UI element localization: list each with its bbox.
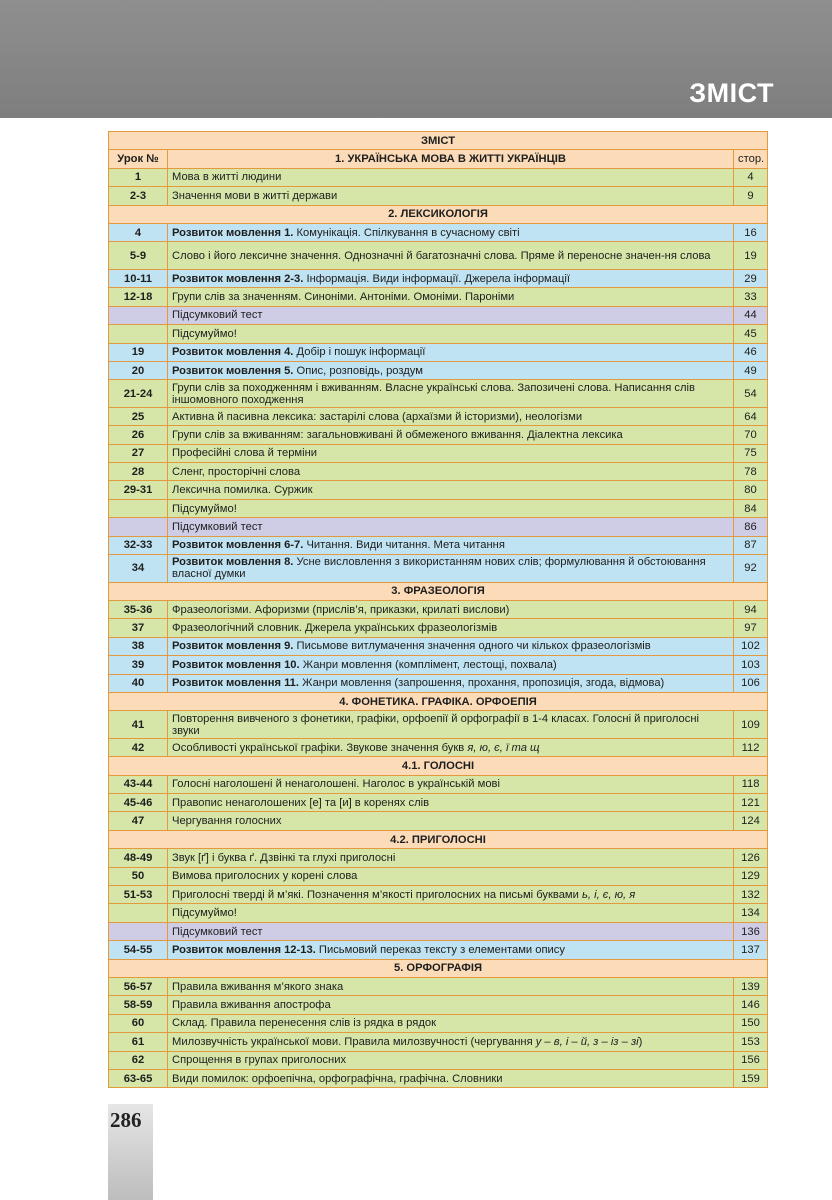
table-row xyxy=(109,637,768,655)
section-row xyxy=(109,692,768,710)
topic-title xyxy=(168,361,734,379)
topic-text: Жанри мовлення (запрошення, прохання, пропозиція, згода, відмова) xyxy=(299,677,665,690)
page-ref: 64 xyxy=(734,407,768,425)
table-row xyxy=(109,499,768,517)
table-row xyxy=(109,407,768,425)
lesson-number: 39 xyxy=(109,656,168,674)
table-row xyxy=(109,187,768,205)
lesson-number: 58-59 xyxy=(109,996,168,1014)
page-ref: 49 xyxy=(734,361,768,379)
lesson-number: 20 xyxy=(109,361,168,379)
lesson-number: 10-11 xyxy=(109,269,168,287)
lesson-number: 21-24 xyxy=(109,380,168,408)
topic-text: Повторення вивченого з фонетики, графіки, орфоепії й орфографії в 1-4 класах. Голосні й приголосні звуки xyxy=(172,712,699,737)
lesson-number: 43-44 xyxy=(109,775,168,793)
table-row xyxy=(109,306,768,324)
topic-title xyxy=(168,637,734,655)
topic-text: Милозвучність української мови. Правила милозвучності (чергування xyxy=(172,1035,536,1048)
lesson-number: 47 xyxy=(109,812,168,830)
table-row xyxy=(109,242,768,270)
topic-text: Приголосні тверді й м’які. Позначення м’якості приголосних на письмі буквами xyxy=(172,888,582,901)
page-ref: 84 xyxy=(734,499,768,517)
topic-text: Правила вживання апострофа xyxy=(172,999,331,1012)
topic-title xyxy=(168,168,734,186)
table-row xyxy=(109,619,768,637)
lesson-number: 29-31 xyxy=(109,481,168,499)
topic-title xyxy=(168,849,734,867)
section-row xyxy=(109,757,768,775)
lesson-number: 45-46 xyxy=(109,794,168,812)
topic-title xyxy=(168,978,734,996)
table-caption-row xyxy=(109,132,768,150)
speech-development-label: Розвиток мовлення 2-3. xyxy=(172,272,304,285)
topic-text: Правила вживання м’якого знака xyxy=(172,980,344,993)
topic-text: Види помилок: орфоепічна, орфографічна, графічна. Словники xyxy=(172,1072,503,1085)
topic-title xyxy=(168,518,734,536)
table-row xyxy=(109,711,768,739)
topic-title xyxy=(168,426,734,444)
table-row xyxy=(109,168,768,186)
lesson-number: 41 xyxy=(109,711,168,739)
topic-title xyxy=(168,794,734,812)
lesson-number xyxy=(109,518,168,536)
lesson-number: 60 xyxy=(109,1014,168,1032)
topic-text: Голосні наголошені й ненаголошені. Наголос в українській мові xyxy=(172,778,500,791)
page-ref: 33 xyxy=(734,288,768,306)
page-number: 286 xyxy=(110,1108,142,1132)
page-heading: ЗМІСТ xyxy=(689,78,774,108)
topic-text: Жанри мовлення (комплімент, лестощі, похвала) xyxy=(299,658,557,671)
topic-title xyxy=(168,738,734,756)
table-row xyxy=(109,361,768,379)
topic-text: Групи слів за значенням. Синоніми. Антоніми. Омоніми. Пароніми xyxy=(172,291,515,304)
lesson-number: 38 xyxy=(109,637,168,655)
table-row xyxy=(109,941,768,959)
topic-title xyxy=(168,555,734,583)
lesson-number xyxy=(109,306,168,324)
lesson-number: 34 xyxy=(109,555,168,583)
topic-text: Склад. Правила перенесення слів із рядка в рядок xyxy=(172,1017,436,1030)
table-row xyxy=(109,223,768,241)
section-title: 1. УКРАЇНСЬКА МОВА В ЖИТТІ УКРАЇНЦІВ xyxy=(168,150,734,168)
page-ref: 150 xyxy=(734,1014,768,1032)
topic-text: Значення мови в житті держави xyxy=(172,189,338,202)
table-row xyxy=(109,536,768,554)
contents-table xyxy=(108,131,768,1088)
lesson-number: 32-33 xyxy=(109,536,168,554)
lesson-number: 28 xyxy=(109,463,168,481)
column-header-page: стор. xyxy=(734,150,768,168)
topic-title xyxy=(168,444,734,462)
topic-text: Правопис ненаголошених [е] та [и] в коренях слів xyxy=(172,796,430,809)
section-title: 4.1. ГОЛОСНІ xyxy=(109,757,768,775)
section-row xyxy=(109,830,768,848)
topic-title xyxy=(168,941,734,959)
topic-italic-letters: у – в, і – й, з – із – зі xyxy=(535,1035,639,1048)
topic-text: Звук [ґ] і буква ґ. Дзвінкі та глухі приголосні xyxy=(172,851,396,864)
topic-text: Сленг, просторічні слова xyxy=(172,465,301,478)
section-title: 4.2. ПРИГОЛОСНІ xyxy=(109,830,768,848)
topic-text: Комунікація. Спілкування в сучасному світі xyxy=(293,226,520,239)
lesson-number: 35-36 xyxy=(109,600,168,618)
topic-text: Усне висловлення з використанням нових слів; формулювання й обстоювання власної думки xyxy=(172,556,706,581)
lesson-number: 63-65 xyxy=(109,1069,168,1087)
table-row xyxy=(109,518,768,536)
page-ref: 137 xyxy=(734,941,768,959)
page-ref: 118 xyxy=(734,775,768,793)
page-ref: 124 xyxy=(734,812,768,830)
page-ref: 86 xyxy=(734,518,768,536)
table-row xyxy=(109,444,768,462)
page-ref: 129 xyxy=(734,867,768,885)
page-ref: 156 xyxy=(734,1051,768,1069)
topic-title xyxy=(168,656,734,674)
topic-title xyxy=(168,996,734,1014)
speech-development-label: Розвиток мовлення 12-13. xyxy=(172,943,316,956)
topic-title xyxy=(168,242,734,270)
lesson-number: 4 xyxy=(109,223,168,241)
topic-title xyxy=(168,1014,734,1032)
lesson-number xyxy=(109,499,168,517)
topic-text: Підсумковий тест xyxy=(172,925,263,938)
topic-title xyxy=(168,536,734,554)
topic-title xyxy=(168,1051,734,1069)
topic-title xyxy=(168,481,734,499)
topic-text: Письмовий переказ тексту з елементами опису xyxy=(315,943,565,956)
page-ref: 146 xyxy=(734,996,768,1014)
table-row xyxy=(109,656,768,674)
table-row xyxy=(109,996,768,1014)
page-ref: 112 xyxy=(734,738,768,756)
topic-title xyxy=(168,904,734,922)
lesson-number: 48-49 xyxy=(109,849,168,867)
page-ref: 54 xyxy=(734,380,768,408)
lesson-number xyxy=(109,904,168,922)
lesson-number xyxy=(109,922,168,940)
table-row xyxy=(109,325,768,343)
table-row xyxy=(109,904,768,922)
page-ref: 80 xyxy=(734,481,768,499)
topic-text: Професійні слова й терміни xyxy=(172,447,318,460)
lesson-number: 54-55 xyxy=(109,941,168,959)
table-row xyxy=(109,463,768,481)
topic-text: Опис, розповідь, роздум xyxy=(293,364,423,377)
topic-title xyxy=(168,187,734,205)
page-ref: 126 xyxy=(734,849,768,867)
page-ref: 139 xyxy=(734,978,768,996)
topic-text: Мова в житті людини xyxy=(172,171,282,184)
table-row xyxy=(109,978,768,996)
table-row xyxy=(109,775,768,793)
topic-title xyxy=(168,886,734,904)
lesson-number: 50 xyxy=(109,867,168,885)
page-ref: 44 xyxy=(734,306,768,324)
lesson-number: 2-3 xyxy=(109,187,168,205)
topic-text: Слово і його лексичне значення. Однозначні й багатозначні слова. Пряме й переносне значен-ня слова xyxy=(172,249,711,262)
lesson-number: 42 xyxy=(109,738,168,756)
table-caption: ЗМІСТ xyxy=(109,132,768,150)
topic-title xyxy=(168,775,734,793)
table-row xyxy=(109,288,768,306)
topic-title xyxy=(168,922,734,940)
table-row xyxy=(109,269,768,287)
speech-development-label: Розвиток мовлення 10. xyxy=(172,658,300,671)
table-header-row xyxy=(109,150,768,168)
topic-title xyxy=(168,325,734,343)
speech-development-label: Розвиток мовлення 5. xyxy=(172,364,294,377)
topic-text: Читання. Види читання. Мета читання xyxy=(303,539,505,552)
table-row xyxy=(109,886,768,904)
table-row xyxy=(109,1014,768,1032)
topic-text: Групи слів за вживанням: загальновживані й обмеженого вживання. Діалектна лексика xyxy=(172,428,623,441)
speech-development-label: Розвиток мовлення 9. xyxy=(172,640,294,653)
topic-title xyxy=(168,812,734,830)
page-ref: 19 xyxy=(734,242,768,270)
topic-text: Добір і пошук інформації xyxy=(293,346,426,359)
topic-title xyxy=(168,288,734,306)
speech-development-label: Розвиток мовлення 1. xyxy=(172,226,294,239)
lesson-number: 62 xyxy=(109,1051,168,1069)
table-row xyxy=(109,380,768,408)
topic-text: Спрощення в групах приголосних xyxy=(172,1054,347,1067)
topic-italic-letters: ь, і, є, ю, я xyxy=(582,888,636,901)
topic-title xyxy=(168,1033,734,1051)
page-ref: 134 xyxy=(734,904,768,922)
topic-title xyxy=(168,711,734,739)
table-row xyxy=(109,812,768,830)
lesson-number: 40 xyxy=(109,674,168,692)
table-row xyxy=(109,481,768,499)
topic-italic-letters: я, ю, є, ї та щ xyxy=(467,741,540,754)
page-ref: 92 xyxy=(734,555,768,583)
topic-text: Фразеологізми. Афоризми (прислів’я, приказки, крилаті вислови) xyxy=(172,603,510,616)
topic-title xyxy=(168,463,734,481)
topic-text: Письмове витлумачення значення одного чи кількох фразеологізмів xyxy=(293,640,651,653)
topic-title xyxy=(168,1069,734,1087)
topic-text: Підсумуймо! xyxy=(172,502,237,515)
page-ref: 97 xyxy=(734,619,768,637)
lesson-number: 61 xyxy=(109,1033,168,1051)
speech-development-label: Розвиток мовлення 6-7. xyxy=(172,539,304,552)
speech-development-label: Розвиток мовлення 4. xyxy=(172,346,294,359)
page-ref: 16 xyxy=(734,223,768,241)
topic-text: Підсумуймо! xyxy=(172,327,237,340)
section-row xyxy=(109,582,768,600)
page-ref: 70 xyxy=(734,426,768,444)
page-ref: 106 xyxy=(734,674,768,692)
topic-text-end: ) xyxy=(638,1035,643,1048)
page-ref: 132 xyxy=(734,886,768,904)
topic-text: Інформація. Види інформації. Джерела інформації xyxy=(303,272,570,285)
page-ref: 103 xyxy=(734,656,768,674)
table-row xyxy=(109,674,768,692)
topic-text: Лексична помилка. Суржик xyxy=(172,484,313,497)
topic-text: Вимова приголосних у корені слова xyxy=(172,870,358,883)
page-ref: 78 xyxy=(734,463,768,481)
table-row xyxy=(109,600,768,618)
page-ref: 45 xyxy=(734,325,768,343)
lesson-number: 51-53 xyxy=(109,886,168,904)
table-row xyxy=(109,922,768,940)
page-ref: 159 xyxy=(734,1069,768,1087)
lesson-number: 27 xyxy=(109,444,168,462)
section-title: 3. ФРАЗЕОЛОГІЯ xyxy=(109,582,768,600)
lesson-number: 37 xyxy=(109,619,168,637)
page-ref: 94 xyxy=(734,600,768,618)
page-ref: 4 xyxy=(734,168,768,186)
section-title: 4. ФОНЕТИКА. ГРАФІКА. ОРФОЕПІЯ xyxy=(109,692,768,710)
table-row xyxy=(109,1069,768,1087)
topic-title xyxy=(168,674,734,692)
page-ref: 29 xyxy=(734,269,768,287)
topic-title xyxy=(168,619,734,637)
topic-text: Групи слів за походженням і вживанням. Власне українські слова. Запозичені слова. Написання слів іншомовного походження xyxy=(172,381,695,406)
page-ref: 46 xyxy=(734,343,768,361)
table-row xyxy=(109,794,768,812)
section-title: 2. ЛЕКСИКОЛОГІЯ xyxy=(109,205,768,223)
page-ref: 9 xyxy=(734,187,768,205)
table-row xyxy=(109,555,768,583)
topic-title xyxy=(168,380,734,408)
page-ref: 75 xyxy=(734,444,768,462)
column-header-lesson: Урок № xyxy=(109,150,168,168)
table-row xyxy=(109,867,768,885)
topic-text: Особливості української графіки. Звукове значення букв xyxy=(172,741,468,754)
page-ref: 87 xyxy=(734,536,768,554)
topic-title xyxy=(168,867,734,885)
table-row xyxy=(109,343,768,361)
topic-title xyxy=(168,407,734,425)
topic-title xyxy=(168,600,734,618)
page-ref: 121 xyxy=(734,794,768,812)
lesson-number: 25 xyxy=(109,407,168,425)
topic-text: Фразеологічний словник. Джерела українських фразеологізмів xyxy=(172,622,498,635)
topic-title xyxy=(168,343,734,361)
section-row xyxy=(109,205,768,223)
lesson-number: 1 xyxy=(109,168,168,186)
lesson-number: 12-18 xyxy=(109,288,168,306)
lesson-number xyxy=(109,325,168,343)
page-ref: 153 xyxy=(734,1033,768,1051)
lesson-number: 5-9 xyxy=(109,242,168,270)
topic-text: Активна й пасивна лексика: застарілі слова (архаїзми й історизми), неологізми xyxy=(172,410,583,423)
page-ref: 109 xyxy=(734,711,768,739)
page-ref: 102 xyxy=(734,637,768,655)
speech-development-label: Розвиток мовлення 8. xyxy=(172,556,294,569)
topic-title xyxy=(168,223,734,241)
lesson-number: 26 xyxy=(109,426,168,444)
lesson-number: 19 xyxy=(109,343,168,361)
lesson-number: 56-57 xyxy=(109,978,168,996)
table-row xyxy=(109,849,768,867)
topic-title xyxy=(168,306,734,324)
page-ref: 136 xyxy=(734,922,768,940)
topic-text: Чергування голосних xyxy=(172,815,282,828)
section-title: 5. ОРФОГРАФІЯ xyxy=(109,959,768,977)
speech-development-label: Розвиток мовлення 11. xyxy=(172,677,300,690)
topic-text: Підсумковий тест xyxy=(172,520,263,533)
topic-title xyxy=(168,499,734,517)
topic-text: Підсумуймо! xyxy=(172,907,237,920)
topic-text: Підсумковий тест xyxy=(172,309,263,322)
table-row xyxy=(109,426,768,444)
section-row xyxy=(109,959,768,977)
topic-title xyxy=(168,269,734,287)
table-row xyxy=(109,738,768,756)
table-row xyxy=(109,1033,768,1051)
table-row xyxy=(109,1051,768,1069)
